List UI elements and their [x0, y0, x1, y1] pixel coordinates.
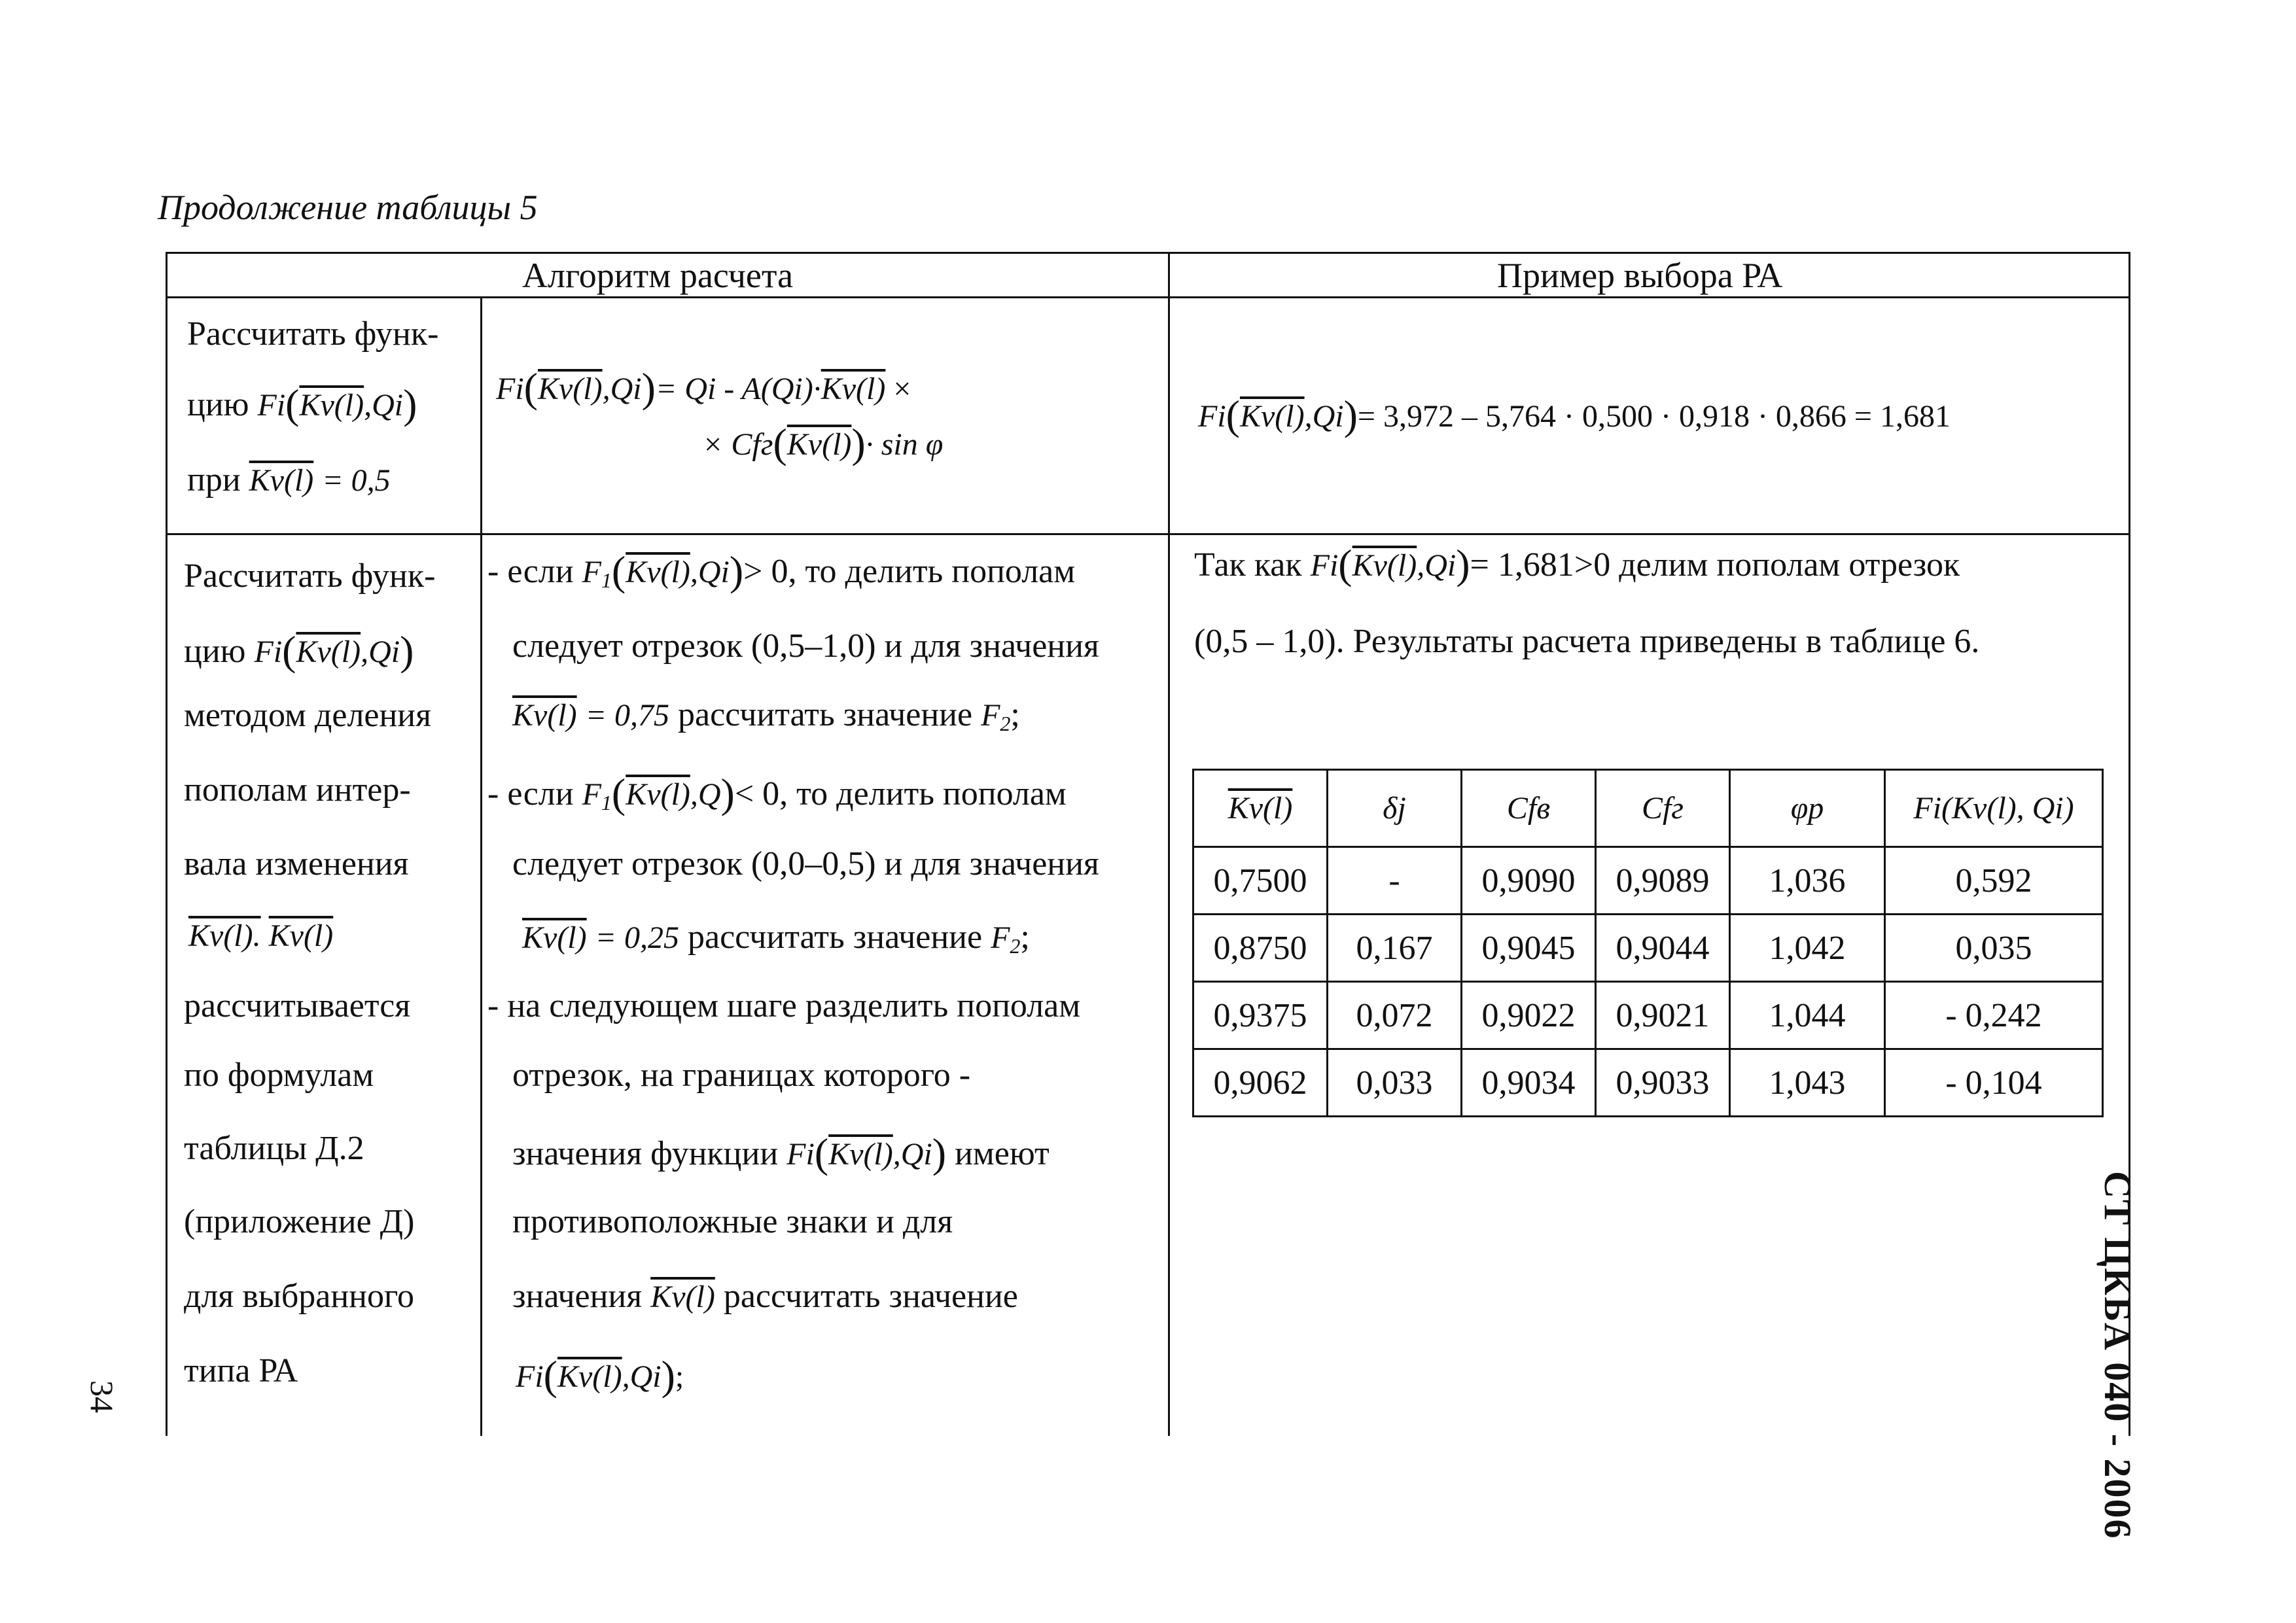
header-example: Пример выбора РА [1497, 256, 1783, 295]
column-separator-2 [1168, 252, 1170, 1436]
table-cell: 0,9022 [1462, 982, 1596, 1049]
row1-label-line2: цию Fi(Kv(l),Qi) [187, 381, 417, 427]
column-separator-1 [480, 296, 482, 1436]
table-cell: 0,8750 [1193, 915, 1328, 982]
table-cell: 1,042 [1730, 915, 1885, 982]
table-cell: 0,592 [1885, 847, 2103, 915]
algo-branch3-line6: Fi(Kv(l),Qi); [516, 1352, 684, 1399]
row1-label-line3: при Kv(l) = 0,5 [187, 461, 391, 498]
table-cell: - 0,242 [1885, 982, 2103, 1049]
table-cell: 0,9021 [1596, 982, 1730, 1049]
row2-label-line5: вала изменения [184, 845, 409, 882]
table-cell: 0,9089 [1596, 847, 1730, 915]
row2-label-line1: Рассчитать функ- [184, 557, 436, 595]
border-top [166, 252, 2130, 254]
header-separator [166, 296, 2130, 298]
document-code-label: СТ ЦКБА 040 - 2006 [2096, 1171, 2139, 1540]
table-row [1193, 847, 2103, 915]
row1-label-line1: Рассчитать функ- [187, 315, 439, 353]
row2-label-line6: Kv(l). Kv(l) [188, 918, 334, 953]
algo-branch2-line3: Kv(l) = 0,25 рассчитать значение $F_2$; [522, 918, 1030, 958]
table-cell: 1,044 [1730, 982, 1885, 1049]
table-row [1193, 1049, 2103, 1117]
table-cell: 0,9090 [1462, 847, 1596, 915]
row2-label-line10: (приложение Д) [184, 1203, 415, 1240]
example-line1: Так как Fi(Kv(l),Qi)= 1,681>0 делим пополам отрезок [1194, 541, 1960, 587]
row2-label-line9: таблицы Д.2 [184, 1130, 364, 1167]
results-header-phi: φр [1730, 770, 1885, 847]
table-cell: 0,033 [1328, 1049, 1462, 1117]
table-cell: 0,167 [1328, 915, 1462, 982]
results-header-delta: δj [1328, 770, 1462, 847]
border-left [166, 252, 168, 1436]
results-header-cfv: Cfв [1462, 770, 1596, 847]
algo-branch1-line3: Kv(l) = 0,75 рассчитать значение $F_2$; [512, 696, 1020, 735]
row2-label-line3: методом деления [184, 697, 432, 734]
row2-label-line2: цию Fi(Kv(l),Qi) [184, 627, 414, 674]
row2-label-line4: пополам интер- [184, 771, 411, 809]
row2-label-line8: по формулам [184, 1056, 374, 1094]
algo-branch1-line2: следует отрезок (0,5–1,0) и для значения [512, 627, 1099, 665]
results-header-cfg: Cfг [1596, 770, 1730, 847]
results-header-fi: Fi(Kv(l), Qi) [1885, 770, 2103, 847]
table-cell: 1,043 [1730, 1049, 1885, 1117]
results-header-kv: Kv(l) [1193, 770, 1328, 847]
header-algorithm: Алгоритм расчета [522, 256, 794, 295]
table-caption: Продолжение таблицы 5 [158, 188, 538, 227]
table-cell: 0,9045 [1462, 915, 1596, 982]
row2-label-line12: типа РА [184, 1352, 298, 1389]
row1-formula-line1: Fi(Kv(l),Qi)= Qi - A(Qi)·Kv(l) × [496, 364, 911, 411]
algo-branch1-line1: - если $F_1(Kv(l),Qi)> 0$, то делить пополам [487, 548, 1076, 594]
algo-branch2-line1: - если $F_1(Kv(l),Q)< 0$, то делить пополам [487, 770, 1067, 816]
results-header-row [1193, 770, 2103, 847]
row1-formula-line2: × Cfг(Kv(l))· sin φ [702, 420, 944, 466]
page-number: 34 [84, 1380, 120, 1413]
table-cell: 0,9062 [1193, 1049, 1328, 1117]
table-cell: 0,9033 [1596, 1049, 1730, 1117]
table-cell: 1,036 [1730, 847, 1885, 915]
table-cell: 0,9034 [1462, 1049, 1596, 1117]
algo-branch3-line5: значения Kv(l) рассчитать значение [512, 1278, 1018, 1315]
algo-branch3-line2: отрезок, на границах которого - [512, 1056, 971, 1094]
table-cell: - [1328, 847, 1462, 915]
table-row [1193, 915, 2103, 982]
table-cell: 0,7500 [1193, 847, 1328, 915]
row-separator [166, 533, 2130, 535]
example-line2: (0,5 – 1,0). Результаты расчета приведены в таблице 6. [1194, 623, 1980, 660]
row2-label-line7: рассчитывается [184, 987, 411, 1024]
row2-label-line11: для выбранного [184, 1278, 415, 1315]
algo-branch3-line3: значения функции Fi(Kv(l),Qi) имеют [512, 1130, 1050, 1176]
table-cell: - 0,104 [1885, 1049, 2103, 1117]
row1-example-formula: Fi(Kv(l),Qi)= 3,972 – 5,764 · 0,500 · 0,918 · 0,866 = 1,681 [1198, 392, 1951, 438]
results-table [1192, 769, 2104, 1117]
algo-branch3-line4: противоположные знаки и для [512, 1203, 953, 1240]
table-cell: 0,9375 [1193, 982, 1328, 1049]
algo-branch2-line2: следует отрезок (0,0–0,5) и для значения [512, 845, 1099, 882]
table-cell: 0,035 [1885, 915, 2103, 982]
table-row [1193, 982, 2103, 1049]
table-cell: 0,072 [1328, 982, 1462, 1049]
algo-branch3-line1: - на следующем шаге разделить пополам [487, 987, 1081, 1024]
table-cell: 0,9044 [1596, 915, 1730, 982]
